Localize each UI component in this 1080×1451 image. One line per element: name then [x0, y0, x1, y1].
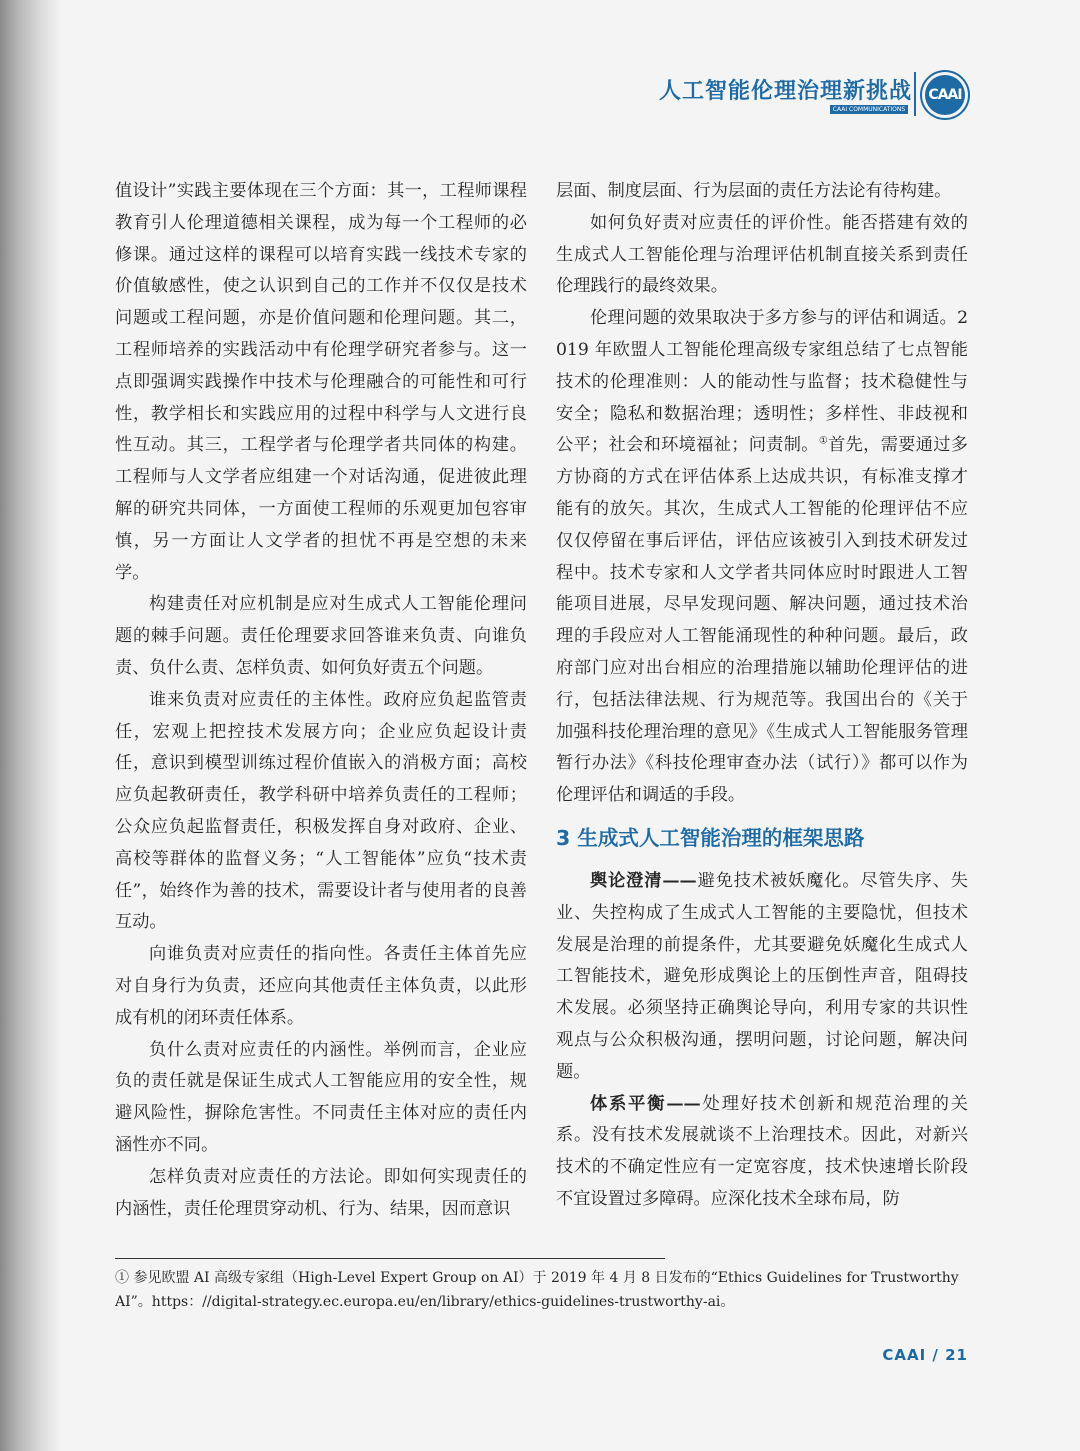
caai-logo-icon: CAAI [922, 72, 968, 118]
paragraph: 层面、制度层面、行为层面的责任方法论有待构建。 [556, 181, 952, 201]
paragraph: 谁来负责对应责任的主体性。政府应负起监管责任，宏观上把控技术发展方向；企业应负起设计责任，意识到模型训练过程价值嵌入的消极方面；高校应负起教研责任，教学科研中培养负责任的工程师；公众应负起监督责任，积极发挥自身对政府、企业、高校等群体的监督义务；“人工智能体”应负“技术责任”，始终作为善的技术，需要设计者与使用者的良善互动。 [115, 689, 527, 933]
paragraph [556, 866, 968, 1089]
header-divider [914, 72, 916, 116]
paragraph: 怎样负责对应责任的方法论。即如何实现责任的内涵性，责任伦理贯穿动机、行为、结果，因而意识 [115, 1166, 527, 1219]
paragraph: 构建责任对应机制是应对生成式人工智能伦理问题的棘手问题。责任伦理要求回答谁来负责、向谁负责、负什么责、怎样负责、如何负好责五个问题。 [115, 594, 527, 678]
running-header-subtitle: CAAI COMMUNICATIONS [830, 105, 908, 114]
page-spine-shadow [0, 0, 62, 1451]
paragraph [556, 1089, 968, 1216]
page-number: CAAI / 21 [882, 1346, 968, 1364]
paragraph-lead: 舆论澄清—— [590, 870, 697, 891]
paragraph-text: 避免技术被妖魔化。尽管失序、失业、失控构成了生成式人工智能的主要隐忧，但技术发展是治理的前提条件，尤其要避免妖魔化生成式人工智能技术，避免形成舆论上的压倒性声音，阻碍技术发展。必须坚持正确舆论导向，利用专家的共识性观点与公众积极沟通，摆明问题，讨论问题，解决问题。 [556, 870, 968, 1082]
left-column [115, 176, 527, 1225]
right-column [556, 176, 968, 1216]
section-heading: 3 生成式人工智能治理的框架思路 [556, 825, 865, 850]
footnote-reference: ① [818, 435, 829, 447]
paragraph: 如何负好责对应责任的评价性。能否搭建有效的生成式人工智能伦理与治理评估机制直接关系到责任伦理践行的最终效果。 [556, 212, 968, 297]
paragraph: 负什么责对应责任的内涵性。举例而言，企业应负的责任就是保证生成式人工智能应用的安全性，规避风险性，摒除危害性。不同责任主体对应的责任内涵性亦不同。 [115, 1039, 527, 1155]
paragraph-text: 伦理问题的效果取决于多方参与的评估和调适。2019 年欧盟人工智能伦理高级专家组总结了七点智能技术的伦理准则：人的能动性与监督；技术稳健性与安全；隐私和数据治理；透明性；多样性、非歧视和公平；社会和环境福祉；问责制。 [556, 308, 968, 456]
paragraph-text: 首先，需要通过多方协商的方式在评估体系上达成共识，有标准支撑才能有的放矢。其次，生成式人工智能的伦理评估不应仅仅停留在事后评估，评估应该被引入到技术研发过程中。技术专家和人文学者共同体应时时跟进人工智能项目进展，尽早发现问题、解决问题，通过技术治理的手段应对人工智能涌现性的种种问题。最后，政府部门应对出台相应的治理措施以辅助伦理评估的进行，包括法律法规、行为规范等。我国出台的《关于加强科技伦理治理的意见》《生成式人工智能服务管理暂行办法》《科技伦理审查办法（试行）》都可以作为伦理评估和调适的手段。 [556, 435, 968, 806]
paragraph-text: 处理好技术创新和规范治理的关系。没有技术发展就谈不上治理技术。因此，对新兴技术的不确定性应有一定宽容度，技术快速增长阶段不宜设置过多障碍。应深化技术全球布局，防 [556, 1093, 968, 1209]
footnote: ① 参见欧盟 AI 高级专家组（High-Level Expert Group on AI）于 2019 年 4 月 8 日发布的“Ethics Guidelines for Trustworthy AI”。https：//digital-strategy.ec.europa.eu/en/library/ethics-guidelines-trustworthy-ai。 [115, 1270, 959, 1310]
paragraph: 值设计”实践主要体现在三个方面：其一，工程师课程教育引人伦理道德相关课程，成为每一个工程师的必修课。通过这样的课程可以培育实践一线技术专家的价值敏感性，使之认识到自己的工作并不仅仅是技术问题或工程问题，亦是价值问题和伦理问题。其二，工程师培养的实践活动中有伦理学研究者参与。这一点即强调实践操作中技术与伦理融合的可能性和可行性，教学相长和实践应用的过程中科学与人文进行良性互动。其三，工程学者与伦理学者共同体的构建。工程师与人文学者应组建一个对话沟通，促进彼此理解的研究共同体，一方面使工程师的乐观更加包容审慎，另一方面让人文学者的担忧不再是空想的未来学。 [115, 181, 527, 583]
footnote-divider [115, 1258, 665, 1259]
running-header-title: 人工智能伦理治理新挑战 [658, 79, 912, 104]
paragraph: 向谁负责对应责任的指向性。各责任主体首先应对自身行为负责，还应向其他责任主体负责，以此形成有机的闭环责任体系。 [115, 944, 527, 1028]
paragraph [556, 303, 968, 812]
paragraph-lead: 体系平衡—— [590, 1093, 701, 1114]
